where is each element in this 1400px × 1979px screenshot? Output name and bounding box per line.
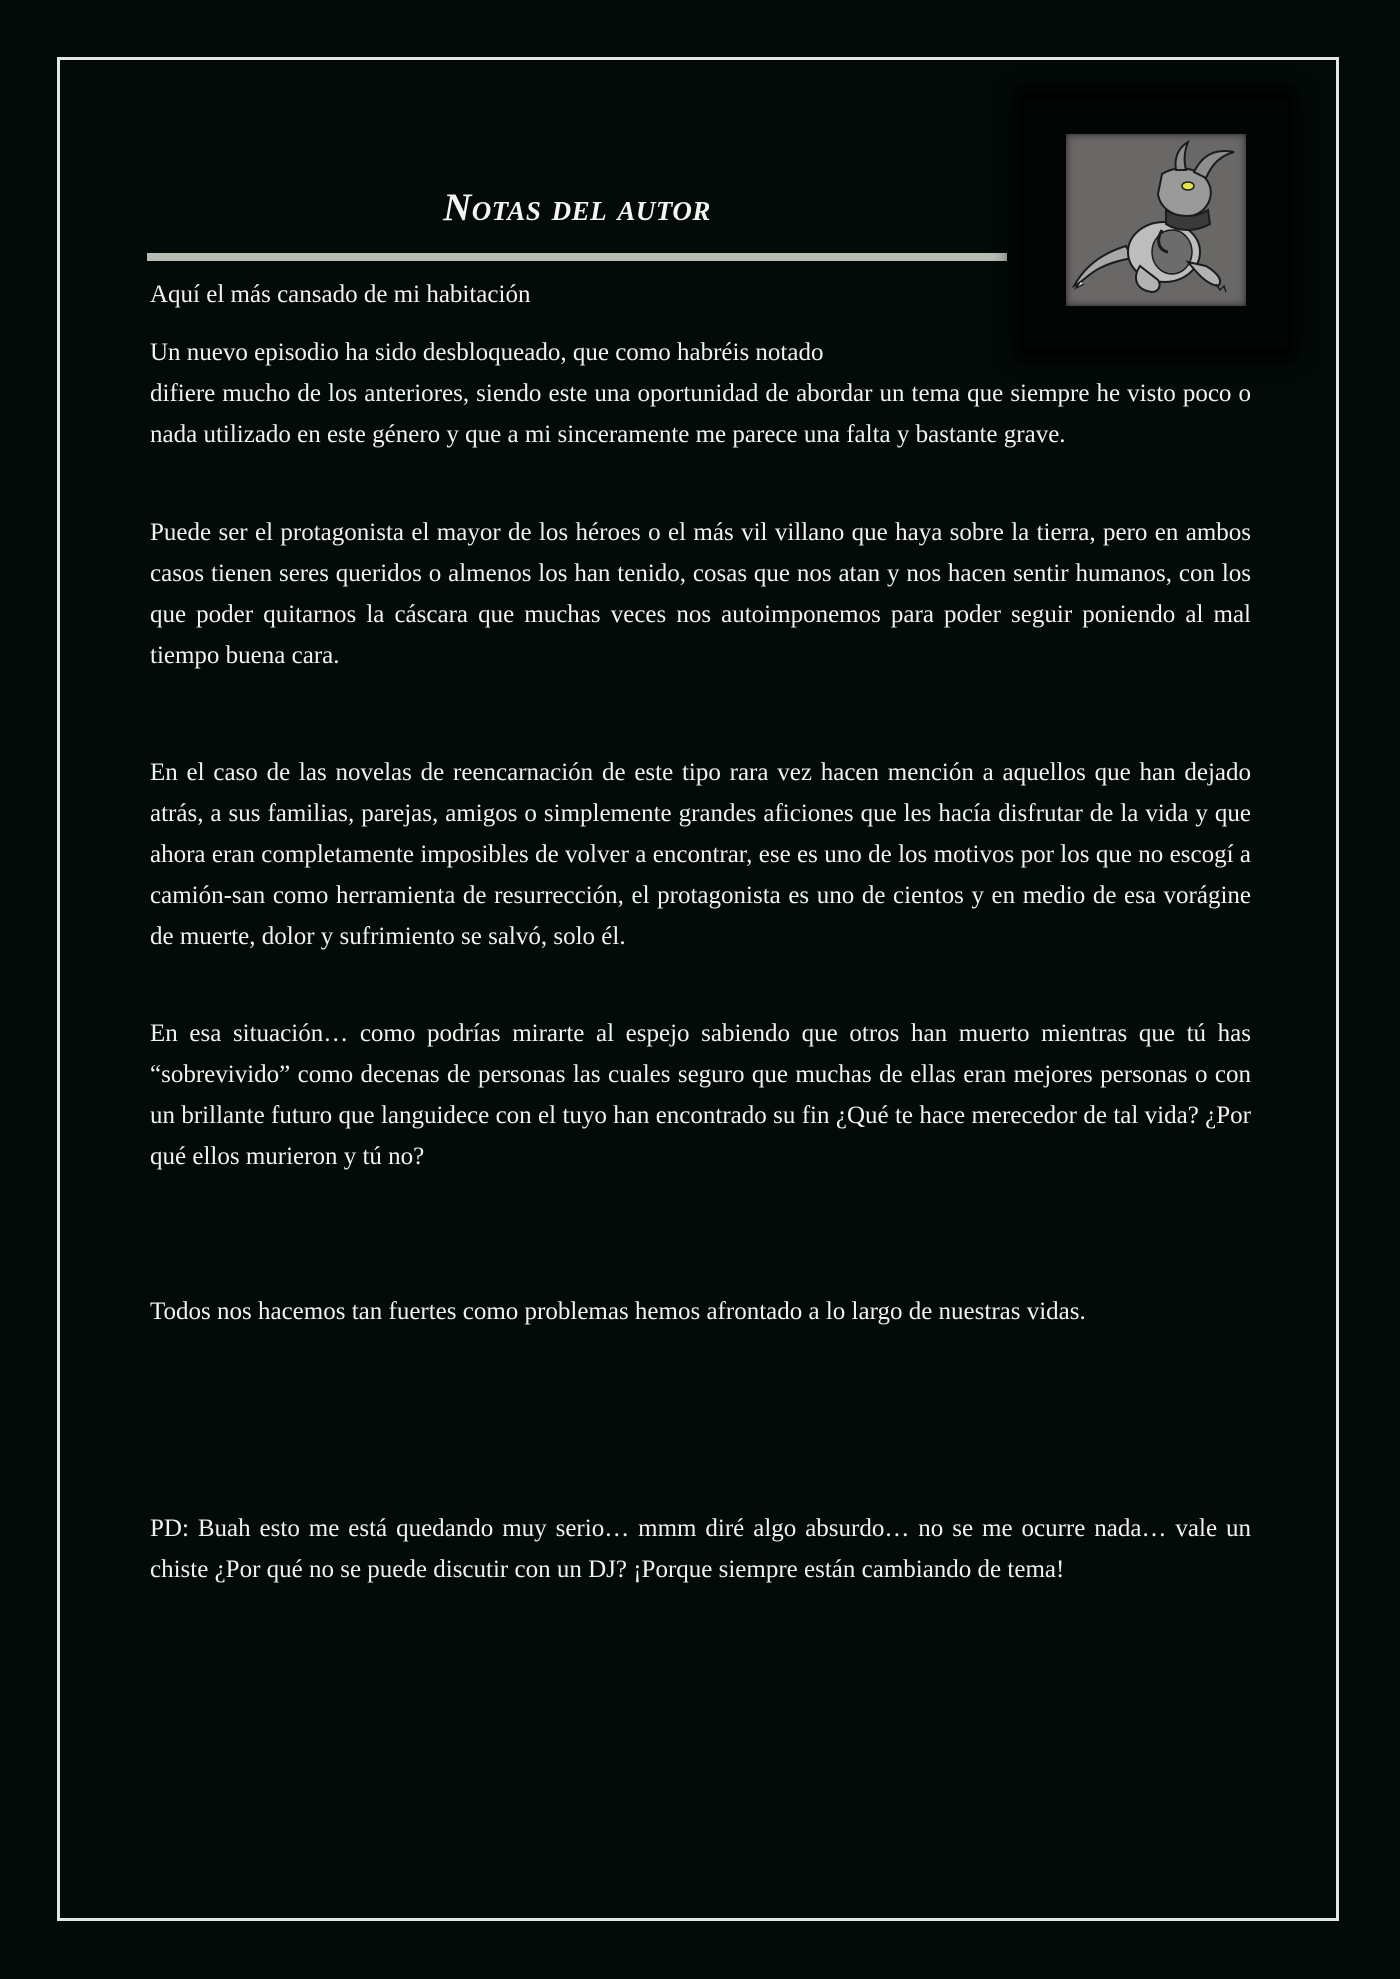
strength-paragraph: Todos nos hacemos tan fuertes como problemas hemos afrontado a lo largo de nuestras vidas. [150,1298,1086,1325]
author-avatar [1066,134,1246,306]
title-underline [147,253,1007,261]
dragon-avatar-icon [1066,134,1246,306]
protagonist-paragraph: Puede ser el protagonista el mayor de los héroes o el más vil villano que haya sobre la tierra, pero en ambos casos tienen seres queridos o almenos los han tenido, cosas que nos atan y nos hacen sentir humanos, con los que poder quitarnos la cáscara que muchas veces nos autoimponemos para poder seguir poniendo al mal tiempo buena cara. [150,519,1251,669]
postscript-paragraph: PD: Buah esto me está quedando muy serio… mmm diré algo absurdo… no se me ocurre nada… vale un chiste ¿Por qué no se puede discutir con un DJ? ¡Porque siempre están cambiando de tema! [150,1515,1251,1583]
author-avatar-frame [1024,98,1288,350]
reincarnation-paragraph: En el caso de las novelas de reencarnación de este tipo rara vez hacen mención a aquellos que han dejado atrás, a sus familias, parejas, amigos o simplemente grandes aficiones que les hacía disfrutar de la vida y que ahora eran completamente imposibles de volver a encontrar, ese es uno de los motivos por los que no escogí a camión-san como herramienta de resurrección, el protagonista es uno de cientos y en medio de esa vorágine de muerte, dolor y sufrimiento se salvó, solo él. [150,759,1251,950]
intro-paragraph-lead: Un nuevo episodio ha sido desbloqueado, que como habréis notado [150,339,824,366]
intro-paragraph-rest: difiere mucho de los anteriores, siendo este una oportunidad de abordar un tema que siempre he visto poco o nada utilizado en este género y que a mi sinceramente me parece una falta y bastante grave. [150,380,1251,448]
situation-paragraph: En esa situación… como podrías mirarte al espejo sabiendo que otros han muerto mientras que tú has “sobrevivido” como decenas de personas las cuales seguro que muchas de ellas eran mejores personas o con un brillante futuro que languidece con el tuyo han encontrado su fin ¿Qué te hace merecedor de tal vida? ¿Por qué ellos murieron y tú no? [150,1020,1251,1170]
page-title: Notas del autor [443,186,711,229]
greeting-paragraph: Aquí el más cansado de mi habitación [150,281,531,308]
